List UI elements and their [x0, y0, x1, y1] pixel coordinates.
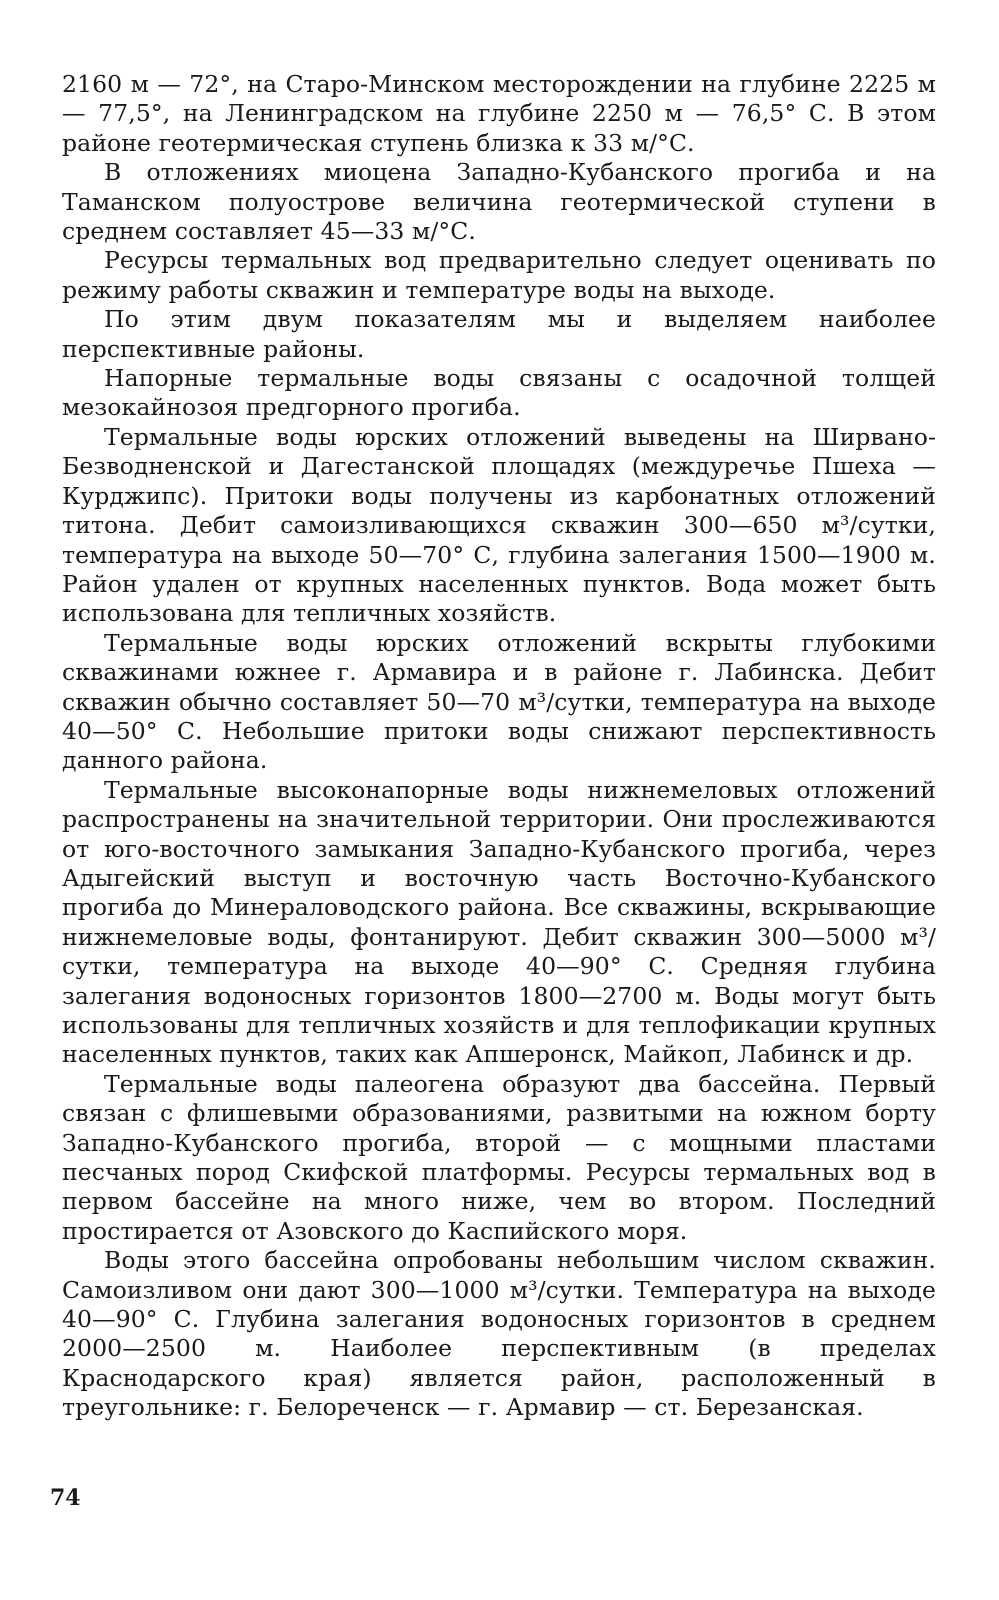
page-number: 74 [50, 1485, 81, 1511]
paragraph: Ресурсы термальных вод предварительно следует оценивать по режиму работы скважин и температуре воды на выходе. [62, 246, 936, 304]
paragraph: Термальные воды юрских отложений выведены на Ширвано-Безводненской и Дагестанской площадях (междуречье Пшеха — Курджипс). Притоки воды получены из карбонатных отложений титона. Дебит самоизливающихся скважин 300—650 м³/сутки, температура на выходе 50—70° С, глубина залегания 1500—1900 м. Район удален от крупных населенных пунктов. Вода может быть использована для тепличных хозяйств. [62, 422, 936, 628]
paragraph: По этим двум показателям мы и выделяем наиболее перспективные районы. [62, 305, 936, 363]
paragraph: Воды этого бассейна опробованы небольшим числом скважин. Самоизливом они дают 300—1000 м³/сутки. Температура на выходе 40—90° С. Глубина залегания водоносных горизонтов в среднем 2000—2500 м. Наиболее перспективным (в пределах Краснодарского края) является район, расположенный в треугольнике: г. Белореченск — г. Армавир — ст. Березанская. [62, 1246, 936, 1422]
paragraph: В отложениях миоцена Западно-Кубанского прогиба и на Таманском полуострове величина геотермической ступени в среднем составляет 45—33 м/°С. [62, 158, 936, 246]
paragraph: 2160 м — 72°, на Старо-Минском месторождении на глубине 2225 м — 77,5°, на Ленинградском на глубине 2250 м — 76,5° С. В этом районе геотермическая ступень близка к 33 м/°С. [62, 70, 936, 157]
paragraph: Напорные термальные воды связаны с осадочной толщей мезокайнозоя предгорного прогиба. [62, 364, 936, 422]
paragraph: Термальные воды юрских отложений вскрыты глубокими скважинами южнее г. Армавира и в районе г. Лабинска. Дебит скважин обычно составляет 50—70 м³/сутки, температура на выходе 40—50° С. Небольшие притоки воды снижают перспективность данного района. [62, 628, 936, 775]
page-body [62, 70, 936, 1423]
paragraph: Термальные воды палеогена образуют два бассейна. Первый связан с флишевыми образованиями, развитыми на южном борту Западно-Кубанского прогиба, второй — с мощными пластами песчаных пород Скифской платформы. Ресурсы термальных вод в первом бассейне на много ниже, чем во втором. Последний простирается от Азовского до Каспийского моря. [62, 1069, 936, 1245]
paragraph: Термальные высоконапорные воды нижнемеловых отложений распространены на значительной территории. Они прослеживаются от юго-восточного замыкания Западно-Кубанского прогиба, через Адыгейский выступ и восточную часть Восточно-Кубанского прогиба до Минераловодского района. Все скважины, вскрывающие нижнемеловые воды, фонтанируют. Дебит скважин 300—5000 м³/сутки, температура на выходе 40—90° С. Средняя глубина залегания водоносных горизонтов 1800—2700 м. Воды могут быть использованы для тепличных хозяйств и для теплофикации крупных населенных пунктов, таких как Апшеронск, Майкоп, Лабинск и др. [62, 775, 936, 1069]
